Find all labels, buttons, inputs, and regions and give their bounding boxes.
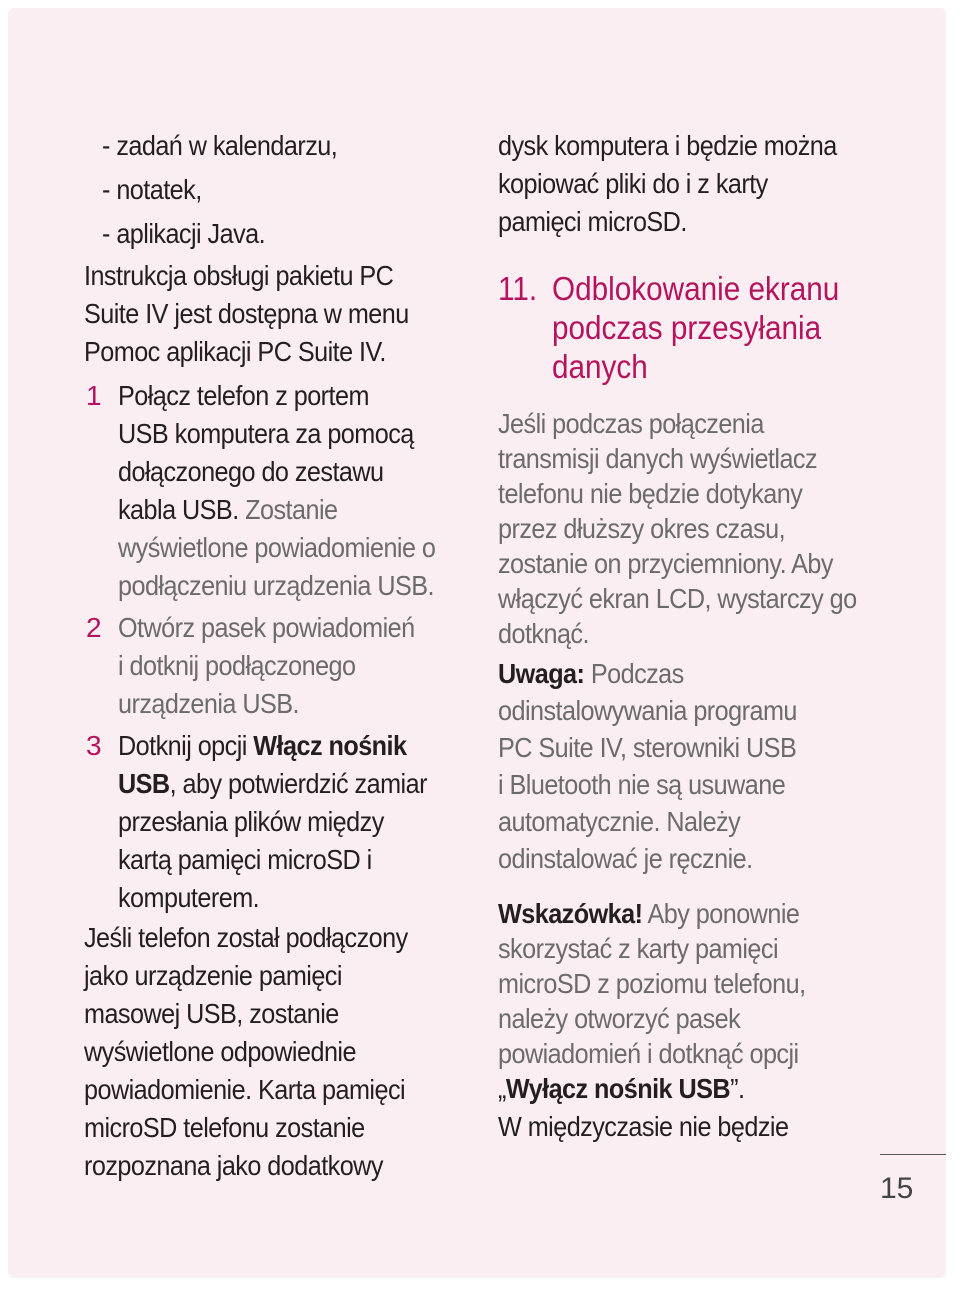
note-line: i Bluetooth nie są usuwane xyxy=(498,769,786,800)
tip-quote: „ xyxy=(498,1073,506,1104)
para-line: powiadomienie. Karta pamięci xyxy=(84,1074,406,1105)
tip-line: microSD z poziomu telefonu, xyxy=(498,968,806,999)
para-line: telefonu nie będzie dotykany xyxy=(498,478,803,509)
note-label: Uwaga: xyxy=(498,658,585,689)
para-line: wyświetlone odpowiednie xyxy=(84,1036,356,1067)
step-bold: Włącz nośnik xyxy=(253,730,407,761)
note-line: odinstalowywania programu xyxy=(498,695,797,726)
section-heading: danych xyxy=(552,348,648,385)
step-line: urządzenia USB. xyxy=(118,688,300,719)
intro-line: Instrukcja obsługi pakietu PC xyxy=(84,260,394,291)
step-line: dołączonego do zestawu xyxy=(118,456,384,487)
step-line: wyświetlone powiadomienie o xyxy=(118,532,436,563)
step-line: przesłania plików między xyxy=(118,806,384,837)
section-number: 11. xyxy=(498,270,538,307)
step-text: Zostanie xyxy=(245,494,338,525)
para-line: Jeśli telefon został podłączony xyxy=(84,922,408,953)
step-bold: USB xyxy=(118,768,170,799)
para-line: Jeśli podczas połączenia xyxy=(498,408,764,439)
para-line: masowej USB, zostanie xyxy=(84,998,339,1029)
step-line: podłączeniu urządzenia USB. xyxy=(118,570,435,601)
step-text: , aby potwierdzić zamiar xyxy=(169,768,427,799)
step-line xyxy=(118,768,427,800)
tip-line: należy otworzyć pasek xyxy=(498,1003,741,1034)
para-line: zostanie on przyciemniony. Aby xyxy=(498,548,833,579)
page-number-rule xyxy=(880,1154,946,1155)
note-text: Podczas xyxy=(584,658,684,689)
step-line: komputerem. xyxy=(118,882,260,913)
para-line: dysk komputera i będzie można xyxy=(498,130,837,161)
note-line: odinstalować je ręcznie. xyxy=(498,843,753,874)
bullet-item: - aplikacji Java. xyxy=(102,218,266,249)
bullet-item: - notatek, xyxy=(102,174,202,205)
tip-bold: Wyłącz nośnik USB xyxy=(505,1073,731,1104)
step-text: kabla USB. xyxy=(118,494,239,525)
step-line xyxy=(118,730,406,762)
tip-text: Aby ponownie xyxy=(642,898,800,929)
section-heading: podczas przesyłania xyxy=(552,309,822,346)
para-line: dotknąć. xyxy=(498,618,589,649)
step-line: Otwórz pasek powiadomień xyxy=(118,612,415,643)
step-number: 2 xyxy=(86,612,102,643)
para-line: włączyć ekran LCD, wystarczy go xyxy=(498,583,857,614)
note-line: automatycznie. Należy xyxy=(498,806,741,837)
tip-line xyxy=(498,898,799,930)
step-line: Połącz telefon z portem xyxy=(118,380,369,411)
page xyxy=(8,8,946,1278)
para-line: jako urządzenie pamięci xyxy=(84,960,342,991)
step-line: kartą pamięci microSD i xyxy=(118,844,372,875)
para-line: przez dłuższy okres czasu, xyxy=(498,513,786,544)
tip-label: Wskazówka! xyxy=(498,898,643,929)
tip-line: skorzystać z karty pamięci xyxy=(498,933,779,964)
tip-line: powiadomień i dotknąć opcji xyxy=(498,1038,799,1069)
para-line: microSD telefonu zostanie xyxy=(84,1112,365,1143)
note-line: PC Suite IV, sterowniki USB xyxy=(498,732,797,763)
para-line: pamięci microSD. xyxy=(498,206,687,237)
para-line: transmisji danych wyświetlacz xyxy=(498,443,818,474)
intro-line: Pomoc aplikacji PC Suite IV. xyxy=(84,336,386,367)
step-number: 1 xyxy=(86,380,102,411)
note-line xyxy=(498,658,684,690)
para-line: rozpoznana jako dodatkowy xyxy=(84,1150,383,1181)
tip-line xyxy=(498,1073,744,1105)
para-line: kopiować pliki do i z karty xyxy=(498,168,768,199)
bullet-item: - zadań w kalendarzu, xyxy=(102,130,338,161)
step-text: Dotknij opcji xyxy=(118,730,254,761)
intro-line: Suite IV jest dostępna w menu xyxy=(84,298,409,329)
tip-line: W międzyczasie nie będzie xyxy=(498,1111,789,1142)
page-number: 15 xyxy=(880,1172,914,1205)
step-line: USB komputera za pomocą xyxy=(118,418,414,449)
tip-quote: ”. xyxy=(730,1073,745,1104)
step-number: 3 xyxy=(86,730,102,761)
step-line xyxy=(118,494,337,526)
section-heading: Odblokowanie ekranu xyxy=(552,270,840,307)
step-line: i dotknij podłączonego xyxy=(118,650,356,681)
